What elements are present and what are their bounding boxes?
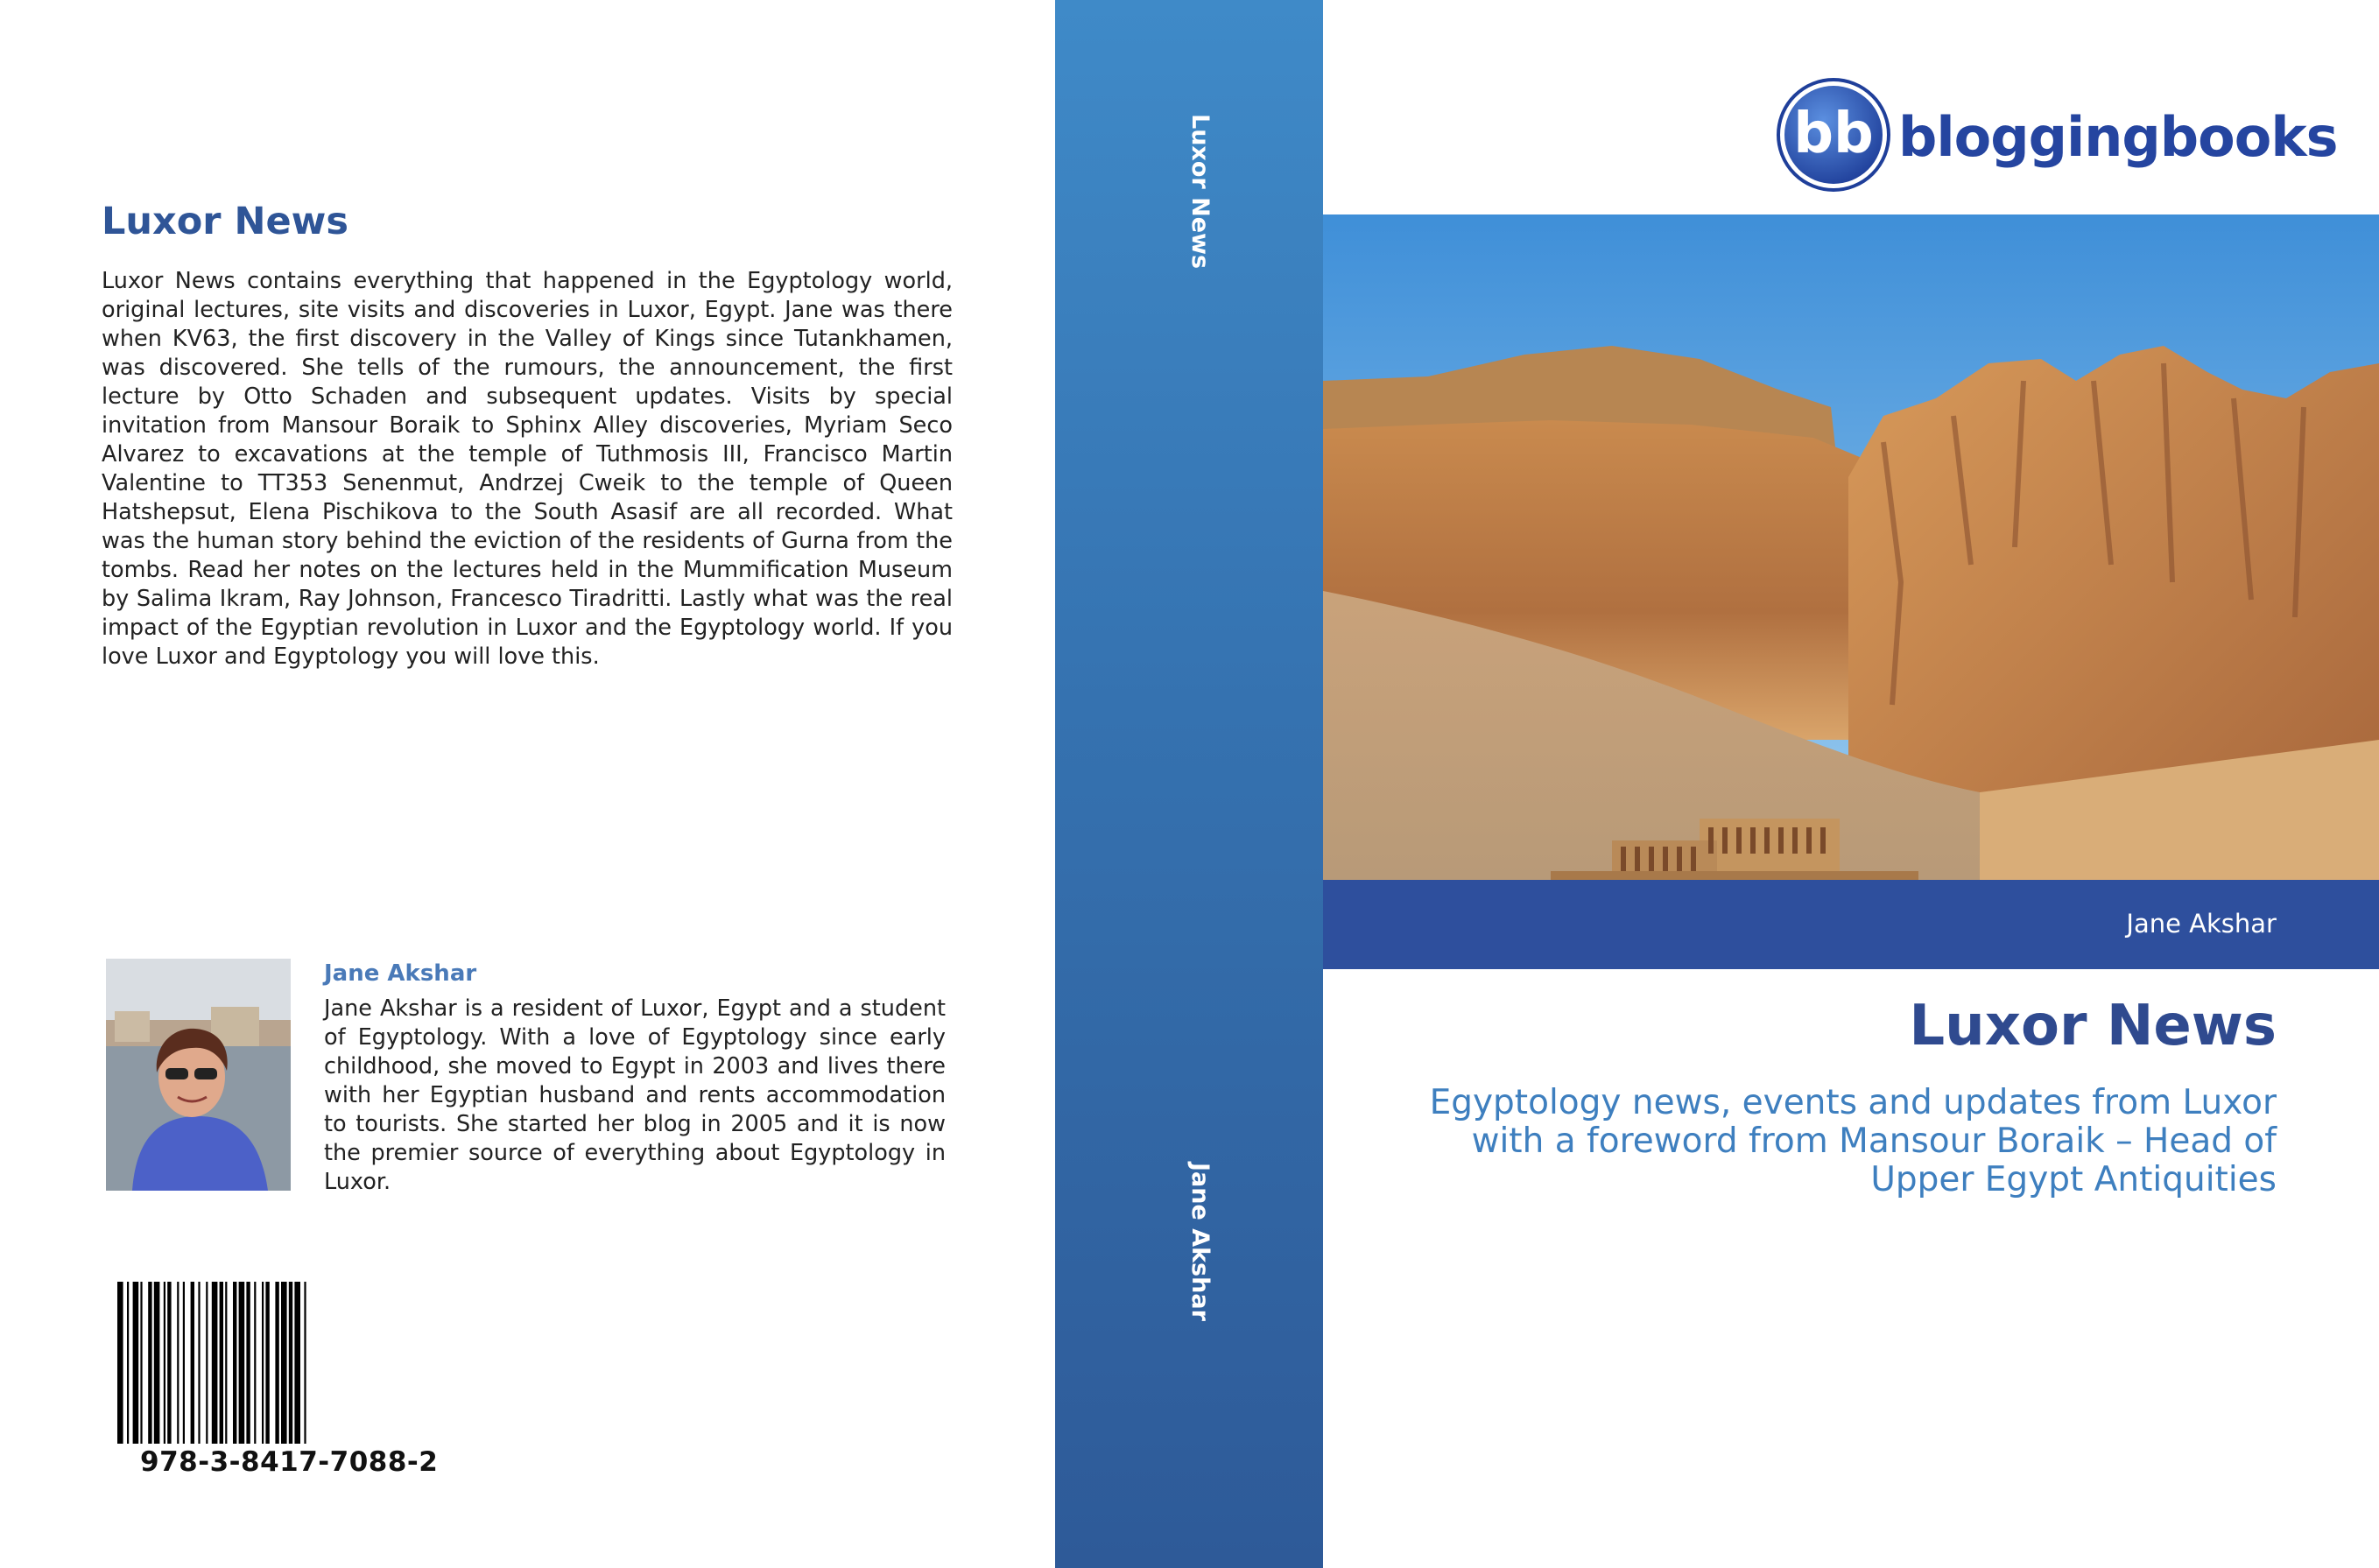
barcode-bar xyxy=(154,1282,160,1444)
barcode-bar xyxy=(133,1282,139,1444)
barcode xyxy=(116,1282,413,1444)
barcode-bar xyxy=(198,1282,200,1444)
barcode-bar xyxy=(220,1282,223,1444)
barcode-bar xyxy=(262,1282,264,1444)
barcode-bar xyxy=(117,1282,123,1444)
front-cover-title: Luxor News xyxy=(1909,994,2277,1058)
barcode-bar xyxy=(304,1282,306,1444)
isbn: 978-3-8417-7088-2 xyxy=(140,1446,439,1478)
barcode-bar xyxy=(289,1282,292,1444)
back-cover-title: Luxor News xyxy=(102,200,348,243)
barcode-bar xyxy=(127,1282,129,1444)
barcode-bar xyxy=(233,1282,236,1444)
barcode-bar xyxy=(140,1282,142,1444)
author-bio: Jane Akshar is a resident of Luxor, Egypt and a student of Egyptology. With a love of Egyptology since early childhood, she moved to Egypt in 2003 and lives there with her Egyptian husband and rents accommodation to tourists. She started her blog in 2005 and it is now the premier source of everything about Egyptology in Luxor. xyxy=(324,995,946,1195)
front-cover-author: Jane Akshar xyxy=(2126,909,2277,939)
barcode-bar xyxy=(246,1282,250,1444)
barcode-bar xyxy=(239,1282,245,1444)
cover-photo-deir-el-bahari xyxy=(1323,214,2379,880)
barcode-bar xyxy=(294,1282,300,1444)
barcode-bar xyxy=(206,1282,208,1444)
publisher-name: bloggingbooks xyxy=(1898,105,2338,169)
spine-author: Jane Akshar xyxy=(1186,1163,1214,1321)
barcode-bar xyxy=(212,1282,218,1444)
author-name: Jane Akshar xyxy=(324,960,477,987)
barcode-bar xyxy=(191,1282,194,1444)
barcode-bar xyxy=(167,1282,171,1444)
barcode-bar xyxy=(164,1282,165,1444)
barcode-bar xyxy=(281,1282,287,1444)
barcode-bar xyxy=(177,1282,179,1444)
barcode-bar xyxy=(275,1282,278,1444)
barcode-bar xyxy=(254,1282,256,1444)
back-cover-description: Luxor News contains everything that happened in the Egyptology world, original lectures, site visits and discoveries in Luxor, Egypt. Jane was there when KV63, the first discovery in the Valley of Kings since Tutankhamen, was discovered. She tells of the rumours, the announcement, the first lecture by Otto Schaden and subsequent updates. Visits by special invitation from Mansour Boraik to Sphinx Alley discoveries, Myriam Seco Alvarez to excavations at the temple of Tuthmosis III, Francisco Martin Valentine to TT353 Senenmut, Andrzej Cweik to the temple of Queen Hatshepsut, Elena Pischikova to the South Asasif are all recorded. What was the human story behind the eviction of the residents of Gurna from the tombs. Read her notes on the lectures held in the Mummification Museum by Salima Ikram, Ray Johnson, Francesco Tiradritti. Lastly what was the real impact of the Egyptian revolution in Luxor and the Egyptology world. If you love Luxor and Egyptology you will love this. xyxy=(102,268,953,670)
publisher-badge: bb xyxy=(1793,102,1874,166)
back-cover xyxy=(0,0,1055,1568)
barcode-bar xyxy=(183,1282,185,1444)
barcode-bar xyxy=(148,1282,151,1444)
barcode-bar xyxy=(265,1282,269,1444)
front-cover-subtitle: Egyptology news, events and updates from Luxor with a foreword from Mansour Boraik – Head of Upper Egypt Antiquities xyxy=(1429,1083,2277,1199)
author-photo xyxy=(106,959,291,1191)
spine-title: Luxor News xyxy=(1186,114,1214,270)
barcode-bar xyxy=(225,1282,227,1444)
publisher-logo xyxy=(1776,77,2338,193)
